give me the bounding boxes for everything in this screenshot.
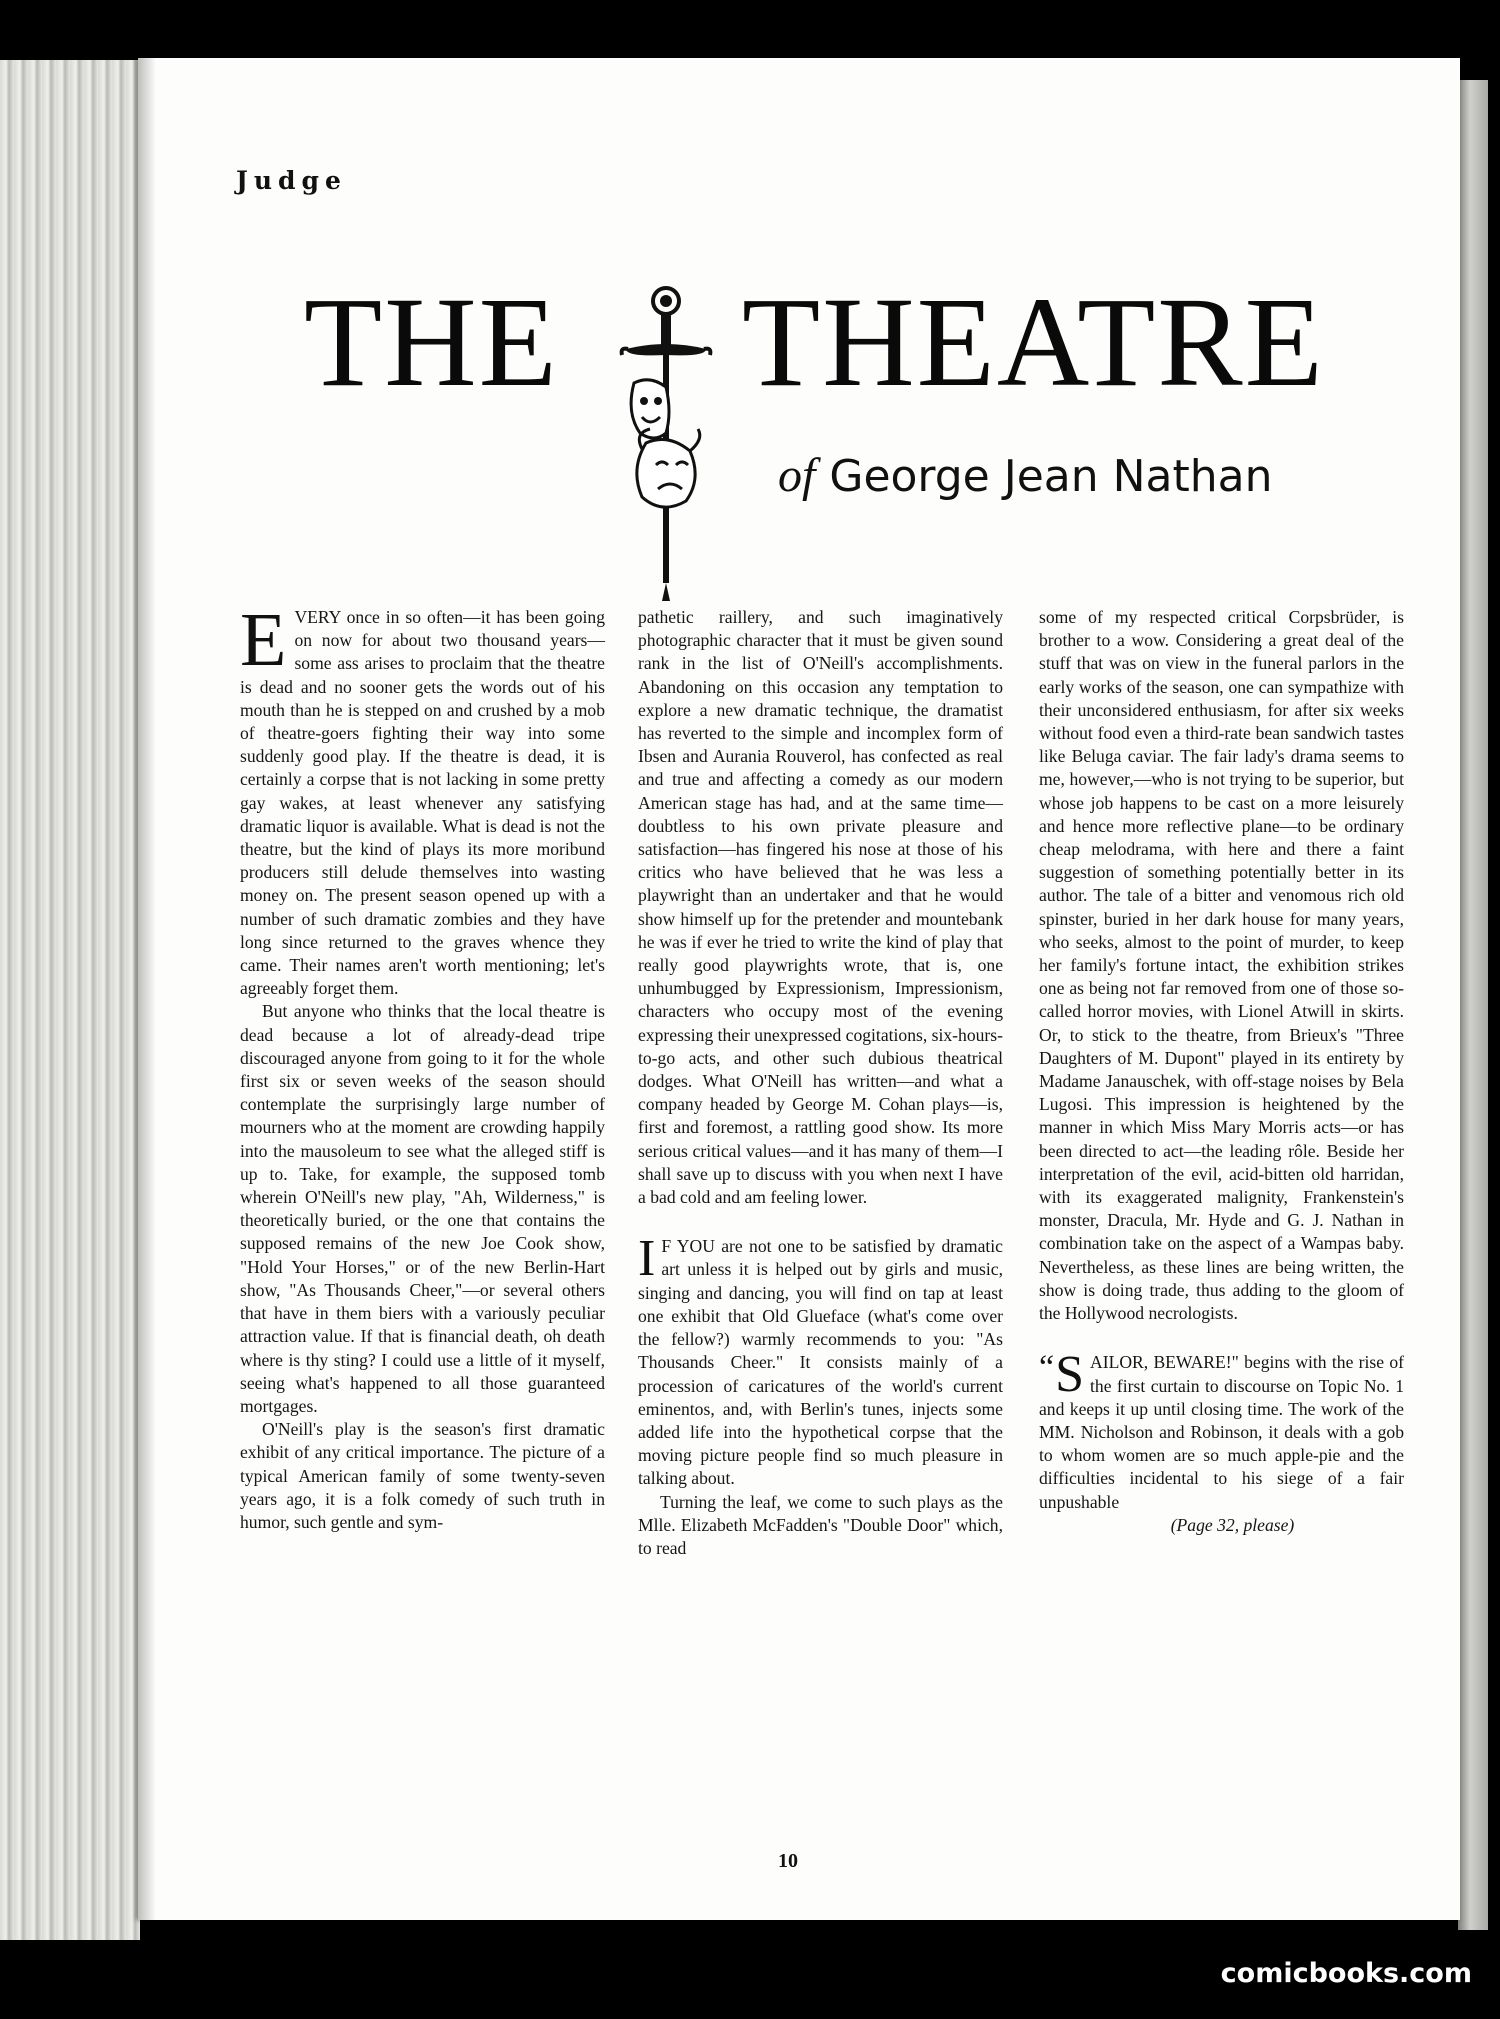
drop-cap: S	[1055, 1346, 1085, 1404]
drop-cap: I	[638, 1230, 656, 1288]
article-paragraph: pathetic raillery, and such imaginatively photographic character that it must be given sound rank in the list of O'Neill's accomplishments. Abandoning on this occasion any temptation to explore a new dramatic technique, the dramatist has reverted to the simple and incomplex form of Ibsen and Aurania Rouverol, has confected as real and true and affecting a comedy as our modern American stage has had, and at the same time—doubtless to his own private pleasure and satisfaction—has fingered his nose at those of his critics who have believed that he was less a playwright than an undertaker and that he would show himself up for the pretender and mountebank he was if ever he tried to write the kind of play that really good playwrights wrote, that is, one unhumbugged by Expressionism, Impressionism, characters who occupy most of the evening expressing their unexpressed cogitations, six-hours-to-go acts, and other such dubious theatrical dodges. What O'Neill has written—and what a company headed by George M. Cohan plays—is, first and foremost, a rattling good show. Its more serious critical values—and it has many of them—I shall save up to discuss with you when next I have a bad cold and am feeling lower.	[638, 607, 1003, 1208]
paragraph-text: F YOU are not one to be satisfied by dramatic art unless it is helped out by girls and music, singing and dancing, you will find on tap at least one exhibit that Old Glueface (what's come over the fellow?) warmly recommends to you: "As Thousands Cheer." It consists mainly of a procession of caricatures of the world's current eminentos, and, with Berlin's tunes, injects some added life into the hypothetical corpse that the moving picture people find so much pleasure in talking about.	[638, 1236, 1003, 1489]
byline-of: of	[778, 449, 816, 502]
article-paragraph: Turning the leaf, we come to such plays as the Mlle. Elizabeth McFadden's "Double Door" which, to read	[638, 1491, 1003, 1558]
article-paragraph	[1039, 1346, 1404, 1513]
book-spine-edge	[1458, 80, 1488, 1930]
article-paragraph	[638, 1230, 1003, 1490]
continued-on-page: (Page 32, please)	[1170, 1514, 1295, 1535]
magazine-page	[138, 58, 1460, 1920]
page-gutter-shadow	[138, 58, 156, 1920]
article-column-1	[240, 598, 605, 1534]
article-paragraph	[240, 598, 605, 1000]
drop-cap: E	[240, 598, 287, 682]
opening-quote: “	[1039, 1349, 1055, 1387]
paragraph-text: VERY once in so often—it has been going on now for about two thousand years—some ass arises to proclaim that the theatre is dead and no sooner gets the words out of his mouth than he is stepped on and crushed by a mob of theatre-goers fighting their way into some suddenly good play. If the theatre is dead, it is certainly a corpse that is not lacking in some pretty gay wakes, at least whenever any satisfying dramatic liquor is available. What is dead is not the theatre, but the kind of plays its more moribund producers still delude themselves into wasting money on. The present season opened up with a number of such dramatic zombies and they have long since returned to the graves whence they came. Their names aren't worth mentioning; let's agreeably forget them.	[240, 607, 605, 999]
article-paragraph: But anyone who thinks that the local theatre is dead because a lot of already-dead tripe discouraged anyone from going to it for the whole first six or seven weeks of the season should contemplate the surprisingly large number of mourners who at the moment are crowding happily into the mausoleum to see what the alleged stiff is up to. Take, for example, the supposed tomb wherein O'Neill's new play, "Ah, Wilderness," is theoretically buried, or the one that contains the supposed remains of the new Joe Cook show, "Hold Your Horses," or of the new Berlin-Hart show, "As Thousands Cheer,"—or several others that have in them biers with a variously peculiar attraction value. If that is financial death, oh death where is thy sting? I could use a little of it myself, seeing what's happened to all those guaranteed mortgages.	[240, 1001, 605, 1416]
page-number: 10	[778, 1850, 798, 1872]
article-paragraph: O'Neill's play is the season's first dramatic exhibit of any critical importance. The picture of a typical American family of some twenty-seven years ago, it is a folk comedy of such truth in humor, such gentle and sym-	[240, 1419, 605, 1532]
paragraph-text: AILOR, BEWARE!" begins with the rise of the first curtain to discourse on Topic No. 1 and keeps it up until closing time. The work of the MM. Nicholson and Robinson, it deals with a gob to whom women are so much apple-pie and the difficulties incidental to his siege of a fair unpushable	[1039, 1352, 1404, 1512]
article-column-2	[638, 606, 1003, 1560]
article-paragraph: some of my respected critical Corpsbrüder, is brother to a wow. Considering a great deal of the stuff that was on view in the funeral parlors in the early works of the season, one can sympathize with their unconsidered enthusiasm, for after six weeks without food even a third-rate bean sandwich tastes like Beluga caviar. The fair lady's drama seems to me, however,—who is not trying to be superior, but whose job happens to be cast on a more leisurely and hence more reflective plane—to be ordinary cheap melodrama, with here and there a faint suggestion of something potentially better in its author. The tale of a bitter and venomous rich old spinster, buried in her dark house for many years, who seeks, almost to the point of murder, to keep her family's fortune intact, the exhibition strikes one as being not far removed from one of those so-called horror movies, with Lionel Atwill in skirts. Or, to stick to the theatre, from Brieux's "Three Daughters of M. Dupont" played in its entirety by Madame Janauschek, with off-stage noises by Bela Lugosi. This impression is heightened by the manner in which Miss Mary Morris acts—or has been directed to act—the leading rôle. Beside her interpretation of the evil, acid-bitten old harridan, with its exaggerated malignity, Frankenstein's monster, Dracula, Mr. Hyde and G. J. Nathan in combination take on the aspect of a Wampas baby. Nevertheless, as these lines are being written, the show is doing trade, thus adding to the gloom of the Hollywood necrologists.	[1039, 607, 1404, 1324]
title-left: THE	[304, 271, 559, 413]
article-column-3	[1039, 606, 1404, 1537]
magazine-name: Judge	[236, 166, 347, 195]
sword-and-masks-emblem	[606, 283, 736, 603]
title-right: THEATRE	[742, 271, 1325, 413]
watermark: comicbooks.com	[1220, 1958, 1472, 1989]
author-name: George Jean Nathan	[829, 451, 1273, 502]
byline	[778, 448, 1272, 503]
book-page-edges	[0, 60, 140, 1940]
